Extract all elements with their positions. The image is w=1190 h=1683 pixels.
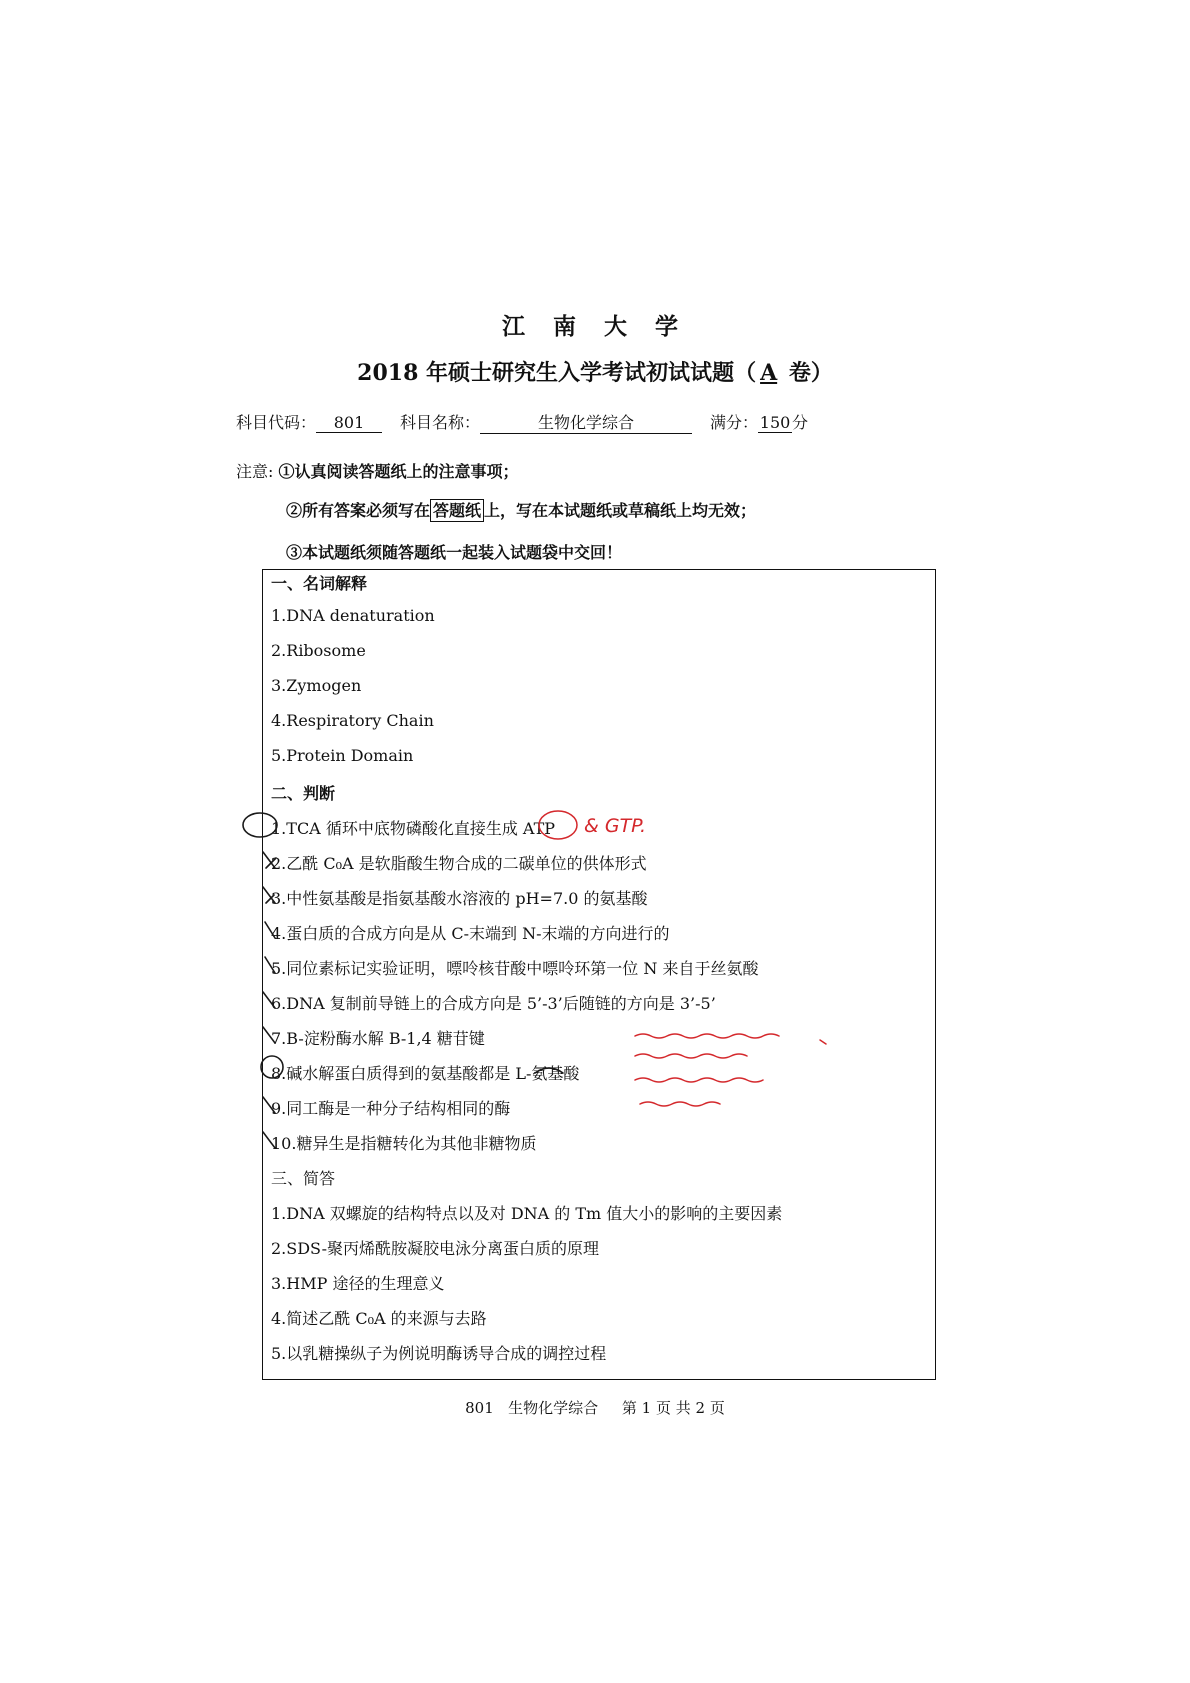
- page-footer: 801 生物化学综合 第 1 页 共 2 页: [465, 1399, 725, 1417]
- judgment-item: 10.糖异生是指糖转化为其他非糖物质: [271, 1134, 537, 1153]
- judgment-item: 7.B-淀粉酶水解 B-1,4 糖苷键: [271, 1029, 485, 1048]
- notice-item-1: [236, 459, 519, 482]
- short-answer-item: 2.SDS-聚丙烯酰胺凝胶电泳分离蛋白质的原理: [271, 1239, 600, 1258]
- glossary-item: 3.Zymogen: [271, 676, 362, 695]
- short-answer-item: 5.以乳糖操纵子为例说明酶诱导合成的调控过程: [271, 1344, 607, 1363]
- notice-text-2-boxed: 答题纸: [430, 499, 484, 522]
- atp-note-text: & GTP.: [584, 815, 647, 837]
- short-answer-item: 1.DNA 双螺旋的结构特点以及对 DNA 的 Tm 值大小的影响的主要因素: [271, 1204, 783, 1223]
- judgment-item: 5.同位素标记实验证明，嘌呤核苷酸中嘌呤环第一位 N 来自于丝氨酸: [271, 959, 759, 978]
- full-score-value: 150: [759, 413, 791, 432]
- exam-title-prefix: 2018 年硕士研究生入学考试初试试题（: [357, 360, 757, 386]
- full-score-unit: 分: [792, 413, 809, 432]
- judgment-item: 4.蛋白质的合成方向是从 C-末端到 N-末端的方向进行的: [271, 924, 670, 943]
- exam-volume: A: [760, 360, 778, 386]
- short-answer-item: 4.简述乙酰 C₀A 的来源与去路: [271, 1309, 487, 1328]
- subject-code-value: 801: [316, 413, 382, 433]
- exam-title-suffix: 卷）: [781, 360, 833, 386]
- judgment-item: 3.中性氨基酸是指氨基酸水溶液的 pH=7.0 的氨基酸: [271, 889, 648, 908]
- exam-title: [0, 356, 1190, 387]
- notice-text-1: ①认真阅读答题纸上的注意事项；: [278, 462, 519, 481]
- notice-label: 注意:: [236, 462, 279, 481]
- section-heading-short-answer: 三、简答: [271, 1169, 336, 1188]
- university-name: 江 南 大 学: [501, 313, 689, 340]
- judgment-item: 9.同工酶是一种分子结构相同的酶: [271, 1099, 511, 1118]
- subject-name-value: 生物化学综合: [480, 410, 692, 434]
- glossary-item: 2.Ribosome: [271, 641, 366, 660]
- notice-text-3: ③本试题纸须随答题纸一起装入试题袋中交回！: [286, 543, 623, 562]
- notice-text-2a: ②所有答案必须写在: [286, 501, 431, 520]
- glossary-item: 5.Protein Domain: [271, 746, 414, 765]
- section-heading-judgment: 二、判断: [271, 784, 336, 803]
- short-answer-item: 3.HMP 途径的生理意义: [271, 1274, 445, 1293]
- subject-info: [236, 410, 808, 434]
- judgment-item: 6.DNA 复制前导链上的合成方向是 5’-3’后随链的方向是 3’-5’: [271, 994, 716, 1013]
- glossary-item: 4.Respiratory Chain: [271, 711, 434, 730]
- full-score-label: 满分：: [710, 413, 759, 432]
- judgment-item: 8.碱水解蛋白质得到的氨基酸都是 L-氨基酸: [271, 1064, 580, 1083]
- question-box: [262, 569, 936, 1380]
- subject-code-label: 科目代码：: [236, 413, 317, 432]
- notice-item-2: [286, 498, 756, 521]
- judgment-item: 1.TCA 循环中底物磷酸化直接生成 ATP: [271, 819, 556, 838]
- glossary-item: 1.DNA denaturation: [271, 606, 435, 625]
- section-heading-glossary: 一、名词解释: [271, 574, 368, 593]
- notice-text-2b: 上，写在本试题纸或草稿纸上均无效；: [484, 501, 757, 520]
- subject-name-label: 科目名称：: [400, 413, 481, 432]
- judgment-item: 2.乙酰 C₀A 是软脂酸生物合成的二碳单位的供体形式: [271, 854, 647, 873]
- notice-item-3: [286, 540, 622, 563]
